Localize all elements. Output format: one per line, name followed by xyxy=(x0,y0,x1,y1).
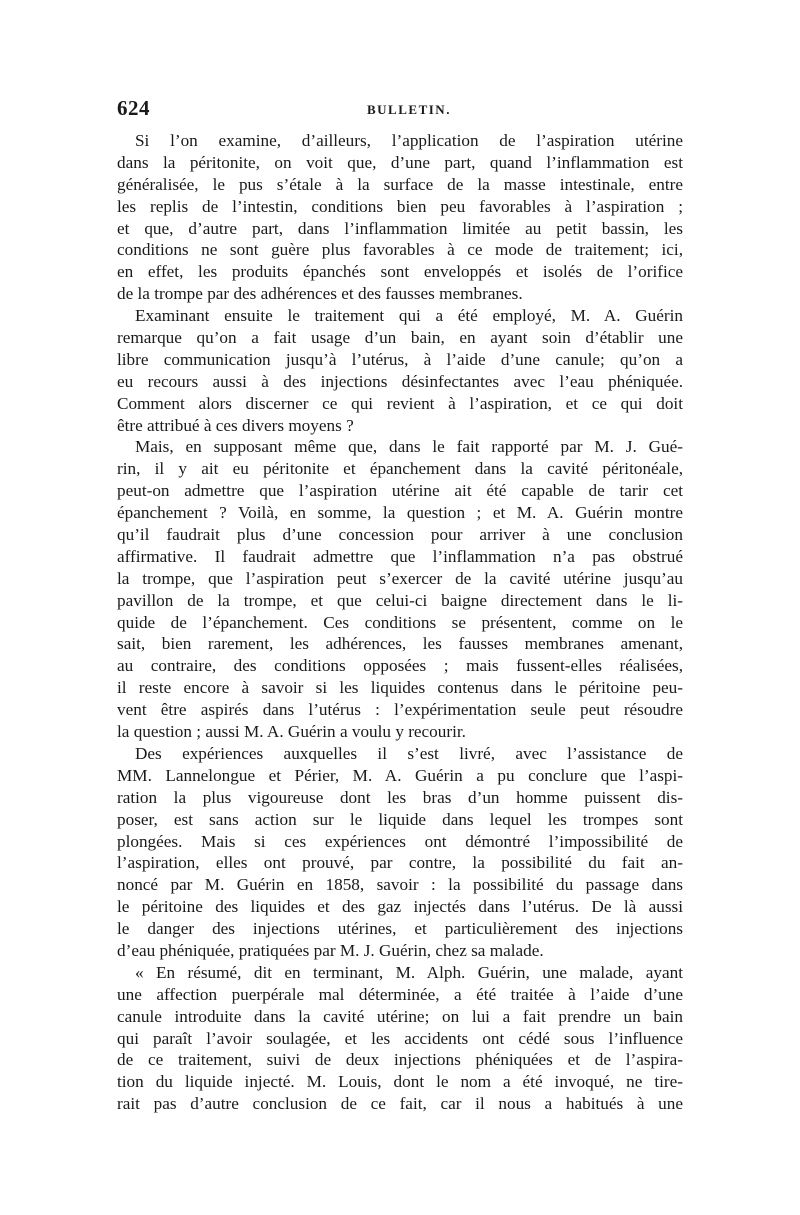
text-line: peut-on admettre que l’aspiration utérine ait été capable de tarir cet xyxy=(117,481,683,501)
text-line: une affection puerpérale mal déterminée, a été traitée à l’aide d’une xyxy=(117,984,683,1004)
text-line: conditions ne sont guère plus favorables à ce mode de traitement; ici, xyxy=(117,240,683,260)
text-line: épanchement ? Voilà, en somme, la question ; et M. A. Guérin montre xyxy=(117,503,683,523)
text-line: rait pas d’autre conclusion de ce fait, car il nous a habitués à une xyxy=(117,1094,683,1114)
text-line: remarque qu’on a fait usage d’un bain, en ayant soin d’établir une xyxy=(117,328,683,348)
text-line: qu’il faudrait plus d’une concession pour arriver à une conclusion xyxy=(117,525,683,545)
text-line: être attribué à ces divers moyens ? xyxy=(117,415,354,435)
text-line: le danger des injections utérines, et particulièrement des injections xyxy=(117,919,683,939)
text-line: de la trompe par des adhérences et des fausses membranes. xyxy=(117,284,523,304)
text-line: vent être aspirés dans l’utérus : l’expérimentation seule peut résoudre xyxy=(117,700,683,720)
text-line: qui paraît l’avoir soulagée, et les accidents ont cédé sous l’influence xyxy=(117,1028,683,1048)
text-line: généralisée, le pus s’étale à la surface de la masse intestinale, entre xyxy=(117,174,683,194)
text-line: « En résumé, dit en terminant, M. Alph. Guérin, une malade, ayant xyxy=(135,962,683,982)
text-line: rin, il y ait eu péritonite et épanchement dans la cavité péritonéale, xyxy=(117,459,683,479)
text-line: poser, est sans action sur le liquide dans lequel les trompes sont xyxy=(117,809,683,829)
text-line: quide de l’épanchement. Ces conditions se présentent, comme on le xyxy=(117,612,683,632)
text-line: l’aspiration, elles ont prouvé, par contre, la possibilité du fait an- xyxy=(117,853,683,873)
text-line: libre communication jusqu’à l’utérus, à l’aide d’une canule; qu’on a xyxy=(117,349,683,369)
text-line: sait, bien rarement, les adhérences, les fausses membranes amenant, xyxy=(117,634,683,654)
page-number: 624 xyxy=(117,96,150,120)
text-line: canule introduite dans la cavité utérine; on lui a fait prendre un bain xyxy=(117,1006,683,1026)
text-line: Si l’on examine, d’ailleurs, l’application de l’aspiration utérine xyxy=(135,131,683,150)
text-line: et que, d’autre part, dans l’inflammation limitée au petit bassin, les xyxy=(117,218,683,238)
text-line: il reste encore à savoir si les liquides contenus dans le péritoine peu- xyxy=(117,678,683,698)
text-line: plongées. Mais si ces expériences ont démontré l’impossibilité de xyxy=(117,831,683,851)
body-text xyxy=(117,130,683,1115)
text-line: le péritoine des liquides et des gaz injectés dans l’utérus. De là aussi xyxy=(117,897,683,917)
text-line: noncé par M. Guérin en 1858, savoir : la possibilité du passage dans xyxy=(117,875,683,895)
text-line: Examinant ensuite le traitement qui a été employé, M. A. Guérin xyxy=(135,306,683,326)
text-line: les replis de l’intestin, conditions bien peu favorables à l’aspiration ; xyxy=(117,196,683,216)
text-line: MM. Lannelongue et Périer, M. A. Guérin a pu conclure que l’aspi- xyxy=(117,765,683,785)
text-line: ration la plus vigoureuse dont les bras d’un homme puissent dis- xyxy=(117,787,683,807)
text-line: Des expériences auxquelles il s’est livré, avec l’assistance de xyxy=(135,743,683,763)
text-line: la trompe, que l’aspiration peut s’exercer de la cavité utérine jusqu’au xyxy=(117,568,683,588)
text-line: tion du liquide injecté. M. Louis, dont le nom a été invoqué, ne tire- xyxy=(117,1072,683,1092)
text-line: de ce traitement, suivi de deux injections phéniquées et de l’aspira- xyxy=(117,1050,683,1070)
running-head: BULLETIN. xyxy=(367,102,451,117)
text-line: au contraire, des conditions opposées ; mais fussent-elles réalisées, xyxy=(117,656,683,676)
text-line: dans la péritonite, on voit que, d’une part, quand l’inflammation est xyxy=(117,152,683,172)
text-line: d’eau phéniquée, pratiquées par M. J. Guérin, chez sa malade. xyxy=(117,940,544,960)
text-line: Mais, en supposant même que, dans le fait rapporté par M. J. Gué- xyxy=(135,437,683,457)
text-line: eu recours aussi à des injections désinfectantes avec l’eau phéniquée. xyxy=(117,371,683,391)
page-header xyxy=(117,96,683,124)
text-line: pavillon de la trompe, et que celui-ci baigne directement dans le li- xyxy=(117,590,683,610)
text-line: la question ; aussi M. A. Guérin a voulu y recourir. xyxy=(117,722,466,742)
text-line: Comment alors discerner ce qui revient à l’aspiration, et ce qui doit xyxy=(117,393,683,413)
text-line: affirmative. Il faudrait admettre que l’inflammation n’a pas obstrué xyxy=(117,546,683,566)
text-line: en effet, les produits épanchés sont enveloppés et isolés de l’orifice xyxy=(117,262,683,282)
